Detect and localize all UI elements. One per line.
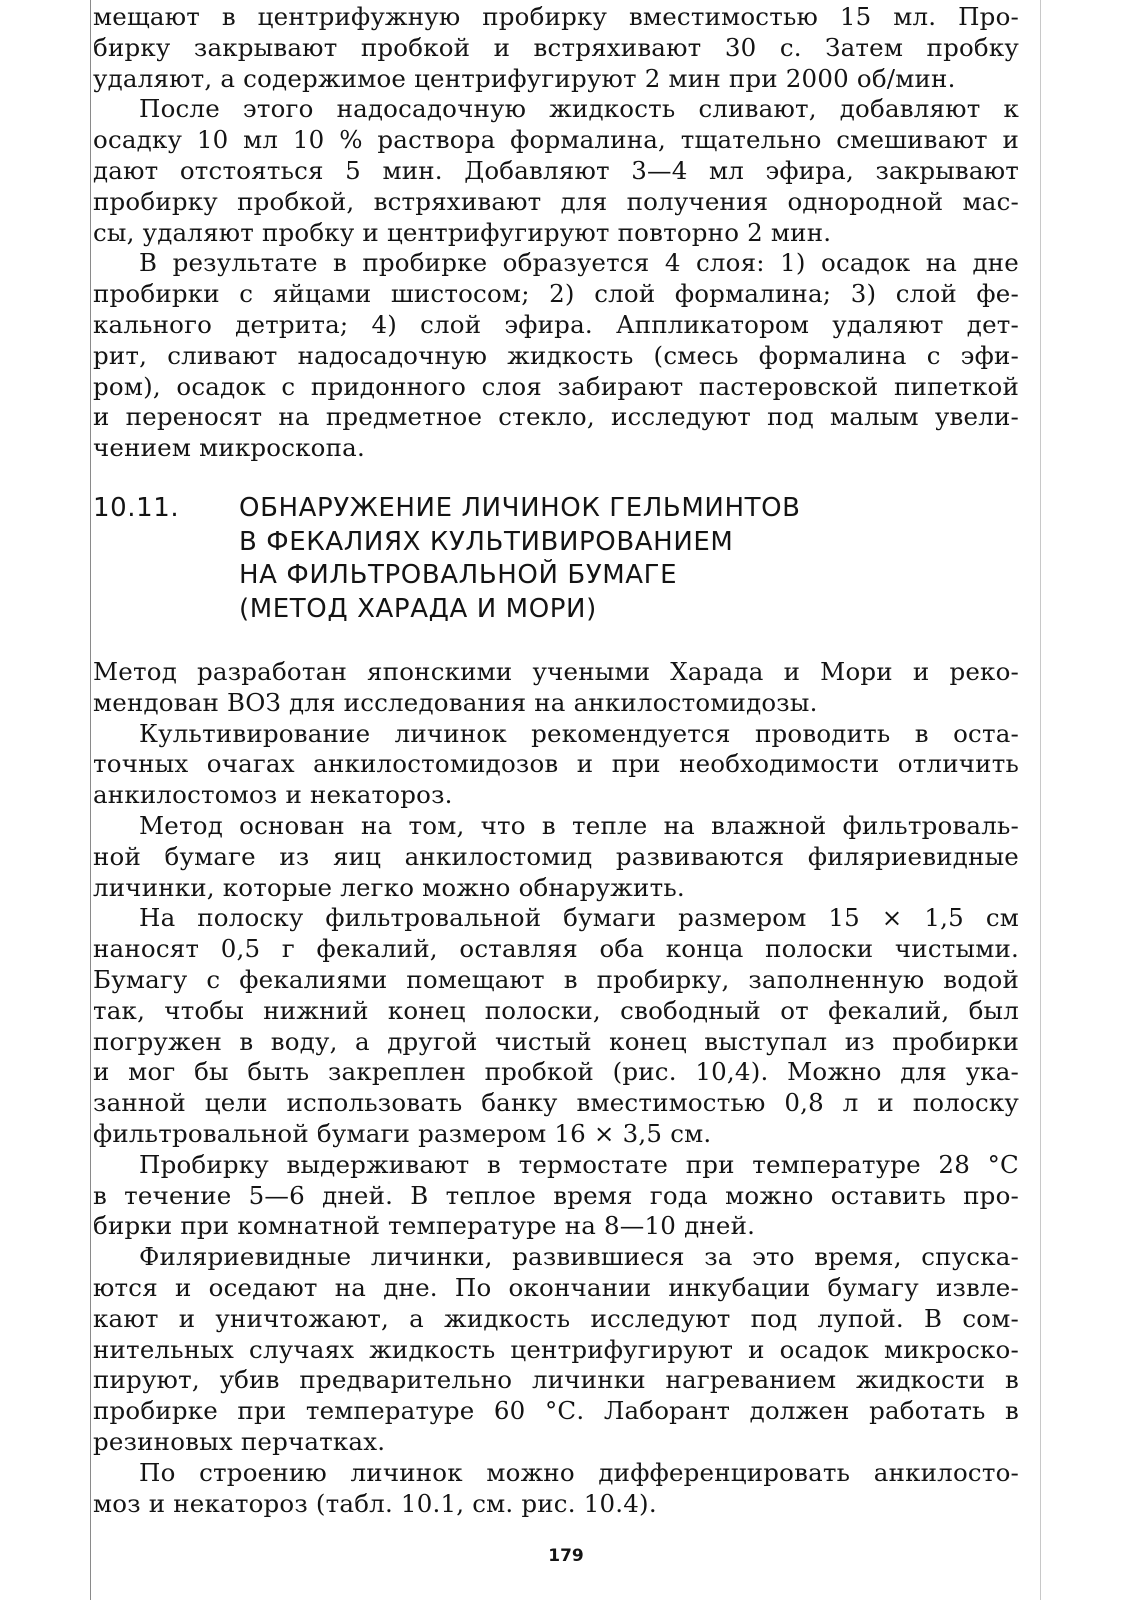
- text-line: моз и некатороз (табл. 10.1, см. рис. 10.4).: [93, 1488, 657, 1518]
- text-line: Метод разработан японскими учеными Харада и Мори и реко-: [93, 657, 1019, 686]
- text-line: осадку 10 мл 10 % раствора формалина, тщательно смешивают и: [93, 125, 1019, 155]
- text-line: бирки при комнатной температуре на 8—10 дней.: [93, 1211, 756, 1241]
- page-number: 179: [548, 1546, 584, 1566]
- text-line: ром), осадок с придонного слоя забирают пастеровской пипеткой: [93, 371, 1019, 401]
- text-line: и переносят на предметное стекло, исследуют под малым увели-: [93, 402, 1019, 432]
- text-line: ной бумаге из яиц анкилостомид развиваются филяриевидные: [93, 841, 1019, 871]
- text-line: сы, удаляют пробку и центрифугируют повторно 2 мин.: [93, 217, 832, 247]
- section-title-line: В ФЕКАЛИЯХ КУЛЬТИВИРОВАНИЕМ: [239, 526, 734, 557]
- text-line: пируют, убив предварительно личинки нагреванием жидкости в: [93, 1365, 1019, 1395]
- text-line: занной цели использовать банку вместимостью 0,8 л и полоску: [93, 1088, 1019, 1118]
- scan-right-edge: [1040, 0, 1041, 1600]
- scan-left-edge: [90, 0, 91, 1600]
- section-number: 10.11.: [93, 493, 180, 523]
- text-line: бирку закрывают пробкой и встряхивают 30 с. Затем пробку: [93, 32, 1019, 62]
- text-block-section-body: [93, 657, 1019, 1519]
- section-title-line: (МЕТОД ХАРАДА И МОРИ): [239, 593, 597, 624]
- text-line: так, чтобы нижний конец полоски, свободный от фекалий, был: [93, 995, 1019, 1025]
- text-line: кают и уничтожают, а жидкость исследуют под лупой. В сом-: [93, 1303, 1019, 1333]
- text-line: личинки, которые легко можно обнаружить.: [93, 872, 685, 902]
- text-line: рит, сливают надосадочную жидкость (смесь формалина с эфи-: [93, 340, 1019, 370]
- text-line: мещают в центрифужную пробирку вместимостью 15 мл. Про-: [93, 2, 1019, 31]
- text-line: наносят 0,5 г фекалий, оставляя оба конца полоски чистыми.: [93, 934, 1019, 964]
- text-line: анкилостомоз и некатороз.: [93, 780, 453, 810]
- text-line: пробирки с яйцами шистосом; 2) слой формалина; 3) слой фе-: [93, 279, 1019, 309]
- text-line: удаляют, а содержимое центрифугируют 2 мин при 2000 об/мин.: [93, 63, 956, 93]
- text-line: Культивирование личинок рекомендуется проводить в оста-: [139, 718, 1019, 748]
- text-line: фильтровальной бумаги размером 16 × 3,5 см.: [93, 1118, 712, 1148]
- text-line: в течение 5—6 дней. В теплое время года можно оставить про-: [93, 1180, 1019, 1210]
- section-title-line: ОБНАРУЖЕНИЕ ЛИЧИНОК ГЕЛЬМИНТОВ: [239, 493, 801, 523]
- text-line: чением микроскопа.: [93, 433, 365, 463]
- text-line: точных очагах анкилостомидозов и при необходимости отличить: [93, 749, 1019, 779]
- text-line: Пробирку выдерживают в термостате при температуре 28 °С: [139, 1149, 1019, 1179]
- text-line: На полоску фильтровальной бумаги размером 15 × 1,5 см: [139, 903, 1019, 933]
- text-line: кального детрита; 4) слой эфира. Аппликатором удаляют дет-: [93, 309, 1019, 339]
- section-title: [239, 492, 801, 626]
- text-block-continuation: [93, 2, 1019, 464]
- text-line: нительных случаях жидкость центрифугируют и осадок микроско-: [93, 1334, 1019, 1364]
- text-line: После этого надосадочную жидкость сливают, добавляют к: [139, 94, 1019, 124]
- text-line: погружен в воду, а другой чистый конец выступал из пробирки: [93, 1026, 1019, 1056]
- section-title-line: НА ФИЛЬТРОВАЛЬНОЙ БУМАГЕ: [239, 560, 678, 590]
- text-line: резиновых перчатках.: [93, 1426, 386, 1456]
- text-line: Бумагу с фекалиями помещают в пробирку, заполненную водой: [93, 964, 1019, 994]
- text-line: По строению личинок можно дифференцировать анкилосто-: [139, 1457, 1019, 1487]
- text-line: Филяриевидные личинки, развившиеся за это время, спуска-: [139, 1242, 1019, 1272]
- text-line: и мог бы быть закреплен пробкой (рис. 10,4). Можно для ука-: [93, 1057, 1019, 1087]
- text-line: дают отстояться 5 мин. Добавляют 3—4 мл эфира, закрывают: [93, 155, 1019, 185]
- text-line: мендован ВОЗ для исследования на анкилостомидозы.: [93, 687, 818, 717]
- text-line: пробирку пробкой, встряхивают для получения однородной мас-: [93, 186, 1019, 216]
- text-line: Метод основан на том, что в тепле на влажной фильтроваль-: [139, 810, 1019, 840]
- text-line: В результате в пробирке образуется 4 слоя: 1) осадок на дне: [139, 248, 1019, 278]
- text-line: ются и оседают на дне. По окончании инкубации бумагу извле-: [93, 1272, 1019, 1302]
- text-line: пробирке при температуре 60 °С. Лаборант должен работать в: [93, 1396, 1019, 1426]
